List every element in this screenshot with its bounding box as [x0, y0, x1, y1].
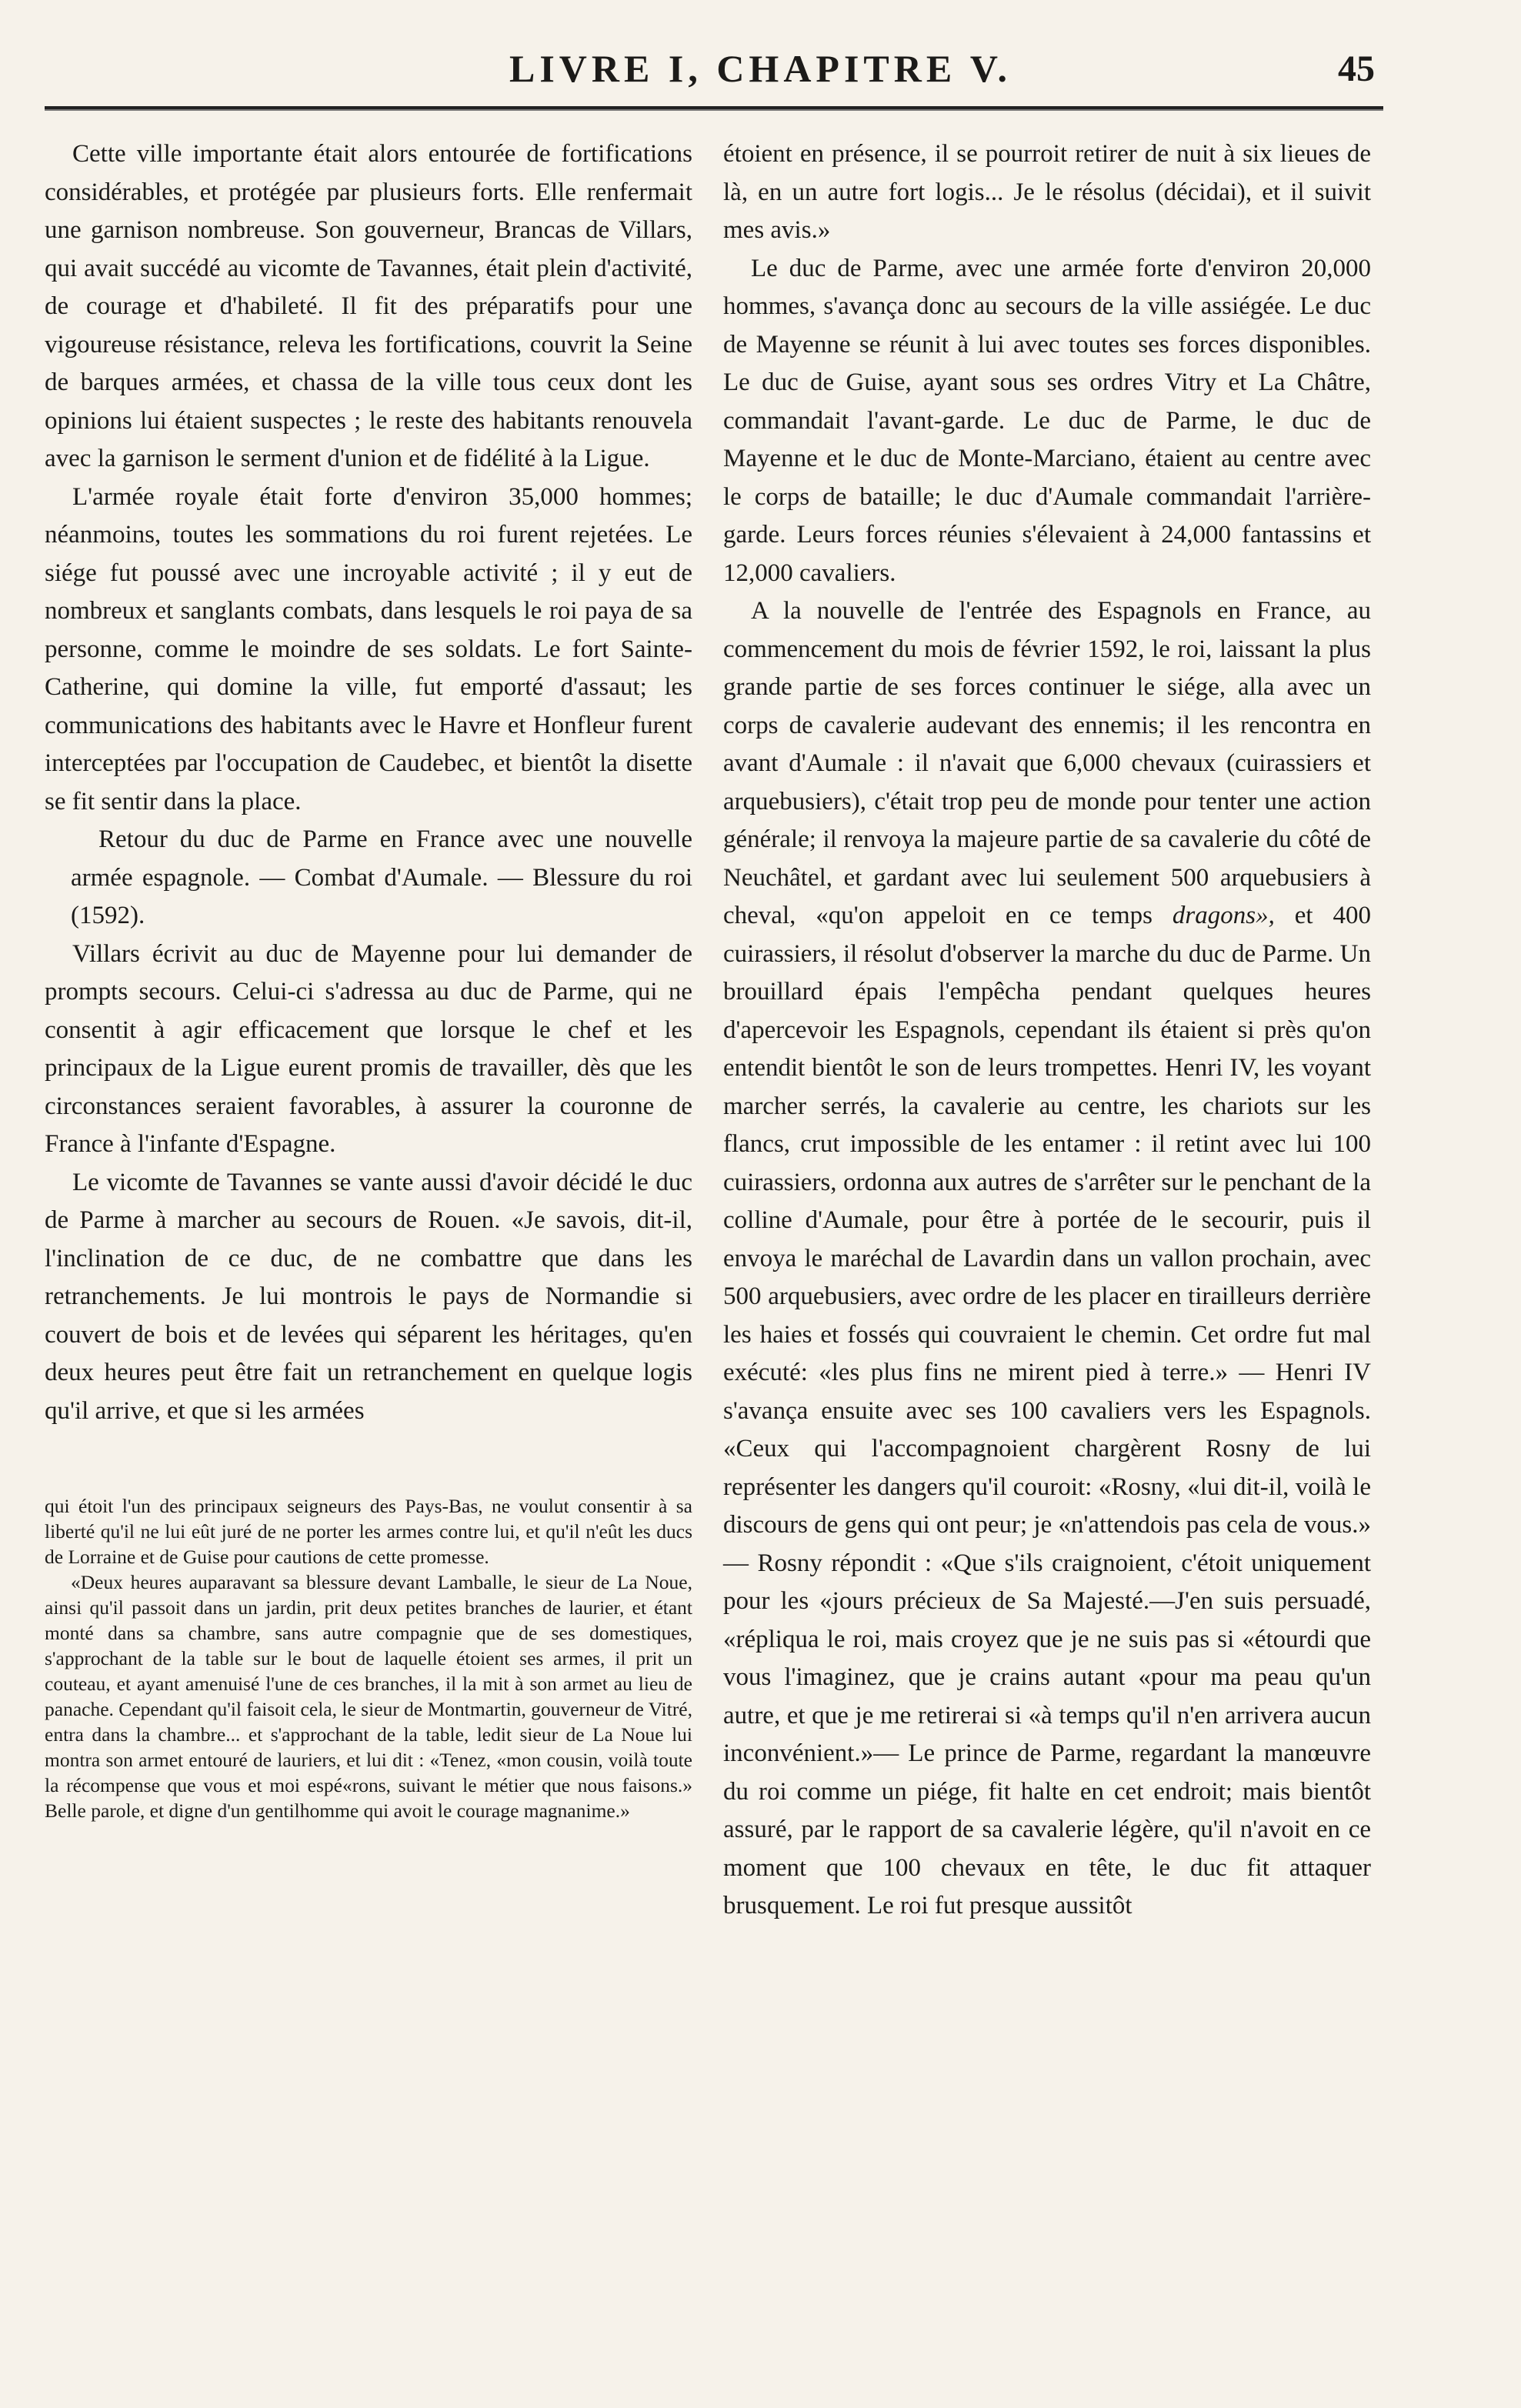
- right-column: [723, 135, 1371, 1926]
- page-number: 45: [1338, 48, 1375, 89]
- header-rule: [45, 106, 1383, 111]
- paragraph: étoient en présence, il se pourroit retirer de nuit à six lieues de là, en un autre fort logis... Je le résolus (décidai), et il suivit mes avis.»: [723, 140, 1371, 244]
- paragraph: L'armée royale était forte d'environ 35,000 hommes; néanmoins, toutes les sommations du roi furent rejetées. Le siége fut poussé avec une incroyable activité ; il y eut de nombreux et sanglants combats, dans lesquels le roi paya de sa personne, comme le moindre de ses soldats. Le fort Sainte-Catherine, qui domine la ville, fut emporté d'assaut; les communications des habitants avec le Havre et Honfleur furent interceptées par l'occupation de Caudebec, et bientôt la disette se fit sentir dans la place.: [45, 482, 692, 815]
- paragraph: Cette ville importante était alors entourée de fortifications considérables, et protégée par plusieurs forts. Elle renfermait une garnison nombreuse. Son gouverneur, Brancas de Villars, qui avait succédé au vicomte de Tavannes, était plein d'activité, de courage et d'habileté. Il fit des préparatifs pour une vigoureuse résistance, releva les fortifications, couvrit la Seine de barques armées, et chassa de la ville tous ceux dont les opinions lui étaient suspectes ; le reste des habitants renouvela avec la garnison le serment d'union et de fidélité à la Ligue.: [45, 140, 692, 472]
- footnote: qui étoit l'un des principaux seigneurs des Pays-Bas, ne voulut consentir à sa liberté qu'il ne lui eût juré de ne porter les armes contre lui, et qu'il n'eût les ducs de Lorraine et de Guise pour cautions de cette promesse.: [45, 1495, 692, 1568]
- marginal-summary: Retour du duc de Parme en France avec une nouvelle armée espagnole. — Combat d'Aumale. — Blessure du roi (1592).: [71, 825, 692, 929]
- paragraph: Le vicomte de Tavannes se vante aussi d'avoir décidé le duc de Parme à marcher au secours de Rouen. «Je savois, dit-il, l'inclination de ce duc, de ne combattre que dans les retranchements. Je lui montrois le pays de Normandie si couvert de bois et de levées qui séparent les héritages, qu'en deux heures peut être fait un retranchement en quelque logis qu'il arrive, et que si les armées: [45, 1168, 692, 1425]
- paragraph: Villars écrivit au duc de Mayenne pour lui demander de prompts secours. Celui-ci s'adressa au duc de Parme, qui ne consentit à agir efficacement que lorsque le chef et les principaux de la Ligue eurent promis de travailler, dès que les circonstances seraient favorables, à assurer la couronne de France à l'infante d'Espagne.: [45, 939, 692, 1158]
- left-column: [45, 135, 692, 1823]
- text-run: et 400 cuirassiers, il résolut d'observer la marche du duc de Parme. Un brouillard épais l'empêcha pendant quelques heures d'apercevoir les Espagnols, cependant ils étaient si près qu'on entendit bientôt le son de leurs trompettes. Henri IV, les voyant marcher serrés, la cavalerie au centre, les chariots sur les flancs, crut impossible de les entamer : il retint avec lui 100 cuirassiers, ordonna aux autres de s'arrêter sur le penchant de la colline d'Aumale, pour être à portée de le secourir, puis il envoya le maréchal de Lavardin dans un vallon prochain, avec 500 arquebusiers, avec ordre de les placer en tirailleurs derrière les haies et fossés qui couvraient le chemin. Cet ordre fut mal exécuté: «les plus fins ne mirent pied à terre.» — Henri IV s'avança ensuite avec ses 100 cavaliers vers les Espagnols. «Ceux qui l'accompagnoient chargèrent Rosny de lui représenter les dangers qu'il couroit: «Rosny, «lui dit-il, voilà le discours de gens qui ont peur; je «n'attendois pas cela de vous.» — Rosny répondit : «Que s'ils craignoient, c'étoit uniquement pour les «jours précieux de Sa Majesté.—J'en suis persuadé, «répliqua le roi, mais croyez que je ne suis pas si «étourdi que vous l'imaginez, que je crains autant «pour ma peau qu'un autre, et que je me retirerai si «à temps qu'il n'en arrivera aucun inconvénient.»— Le prince de Parme, regardant la manœuvre du roi comme un piége, fit halte en cet endroit; mais bientôt assuré, par le rapport de sa cavalerie légère, qu'il n'avoit en ce moment que 100 chevaux en tête, le duc fit attaquer brusquement. Le roi fut presque aussitôt: [723, 902, 1371, 1919]
- running-head: [0, 46, 1521, 108]
- running-title: LIVRE I, CHAPITRE V.: [509, 47, 1012, 90]
- text-run: A la nouvelle de l'entrée des Espagnols en France, au commencement du mois de février 1592, le roi, laissant la plus grande partie de ses forces continuer le siége, alla avec un corps de cavalerie audevant des ennemis; il les rencontra en avant d'Aumale : il n'avait que 6,000 chevaux (cuirassiers et arquebusiers), c'était trop peu de monde pour tenter une action générale; il renvoya la majeure partie de sa cavalerie du côté de Neuchâtel, et gardant avec lui seulement 500 arquebusiers à cheval, «qu'on appeloit en ce temps: [723, 597, 1371, 929]
- footnotes: [45, 1493, 692, 1823]
- footnote: «Deux heures auparavant sa blessure devant Lamballe, le sieur de La Noue, ainsi qu'il passoit dans un jardin, prit deux petites branches de laurier, et étant monté dans sa chambre, sans autre compagnie que de ses domestiques, s'approchant de la table sur le bout de laquelle étoient ses armes, il prit un couteau, et ayant amenuisé l'une de ces branches, il la mit à son armet au lieu de panache. Cependant qu'il faisoit cela, le sieur de Montmartin, gouverneur de Vitré, entra dans la chambre... et s'approchant de la table, ledit sieur de La Noue lui montra son armet entouré de lauriers, et lui dit : «Tenez, «mon cousin, voilà toute la récompense que vous et moi espé«rons, suivant le métier que nous faisons.» Belle parole, et digne d'un gentilhomme qui avoit le courage magnanime.»: [45, 1571, 692, 1822]
- paragraph: [723, 592, 1371, 1926]
- paragraph: Le duc de Parme, avec une armée forte d'environ 20,000 hommes, s'avança donc au secours de la ville assiégée. Le duc de Mayenne se réunit à lui avec toutes ses forces disponibles. Le duc de Guise, ayant sous ses ordres Vitry et La Châtre, commandait l'avant-garde. Le duc de Parme, le duc de Mayenne et le duc de Monte-Marciano, étaient au centre avec le corps de bataille; le duc d'Aumale commandait l'arrière-garde. Leurs forces réunies s'élevaient à 24,000 fantassins et 12,000 cavaliers.: [723, 254, 1371, 587]
- italic-term: dragons»,: [1172, 902, 1275, 929]
